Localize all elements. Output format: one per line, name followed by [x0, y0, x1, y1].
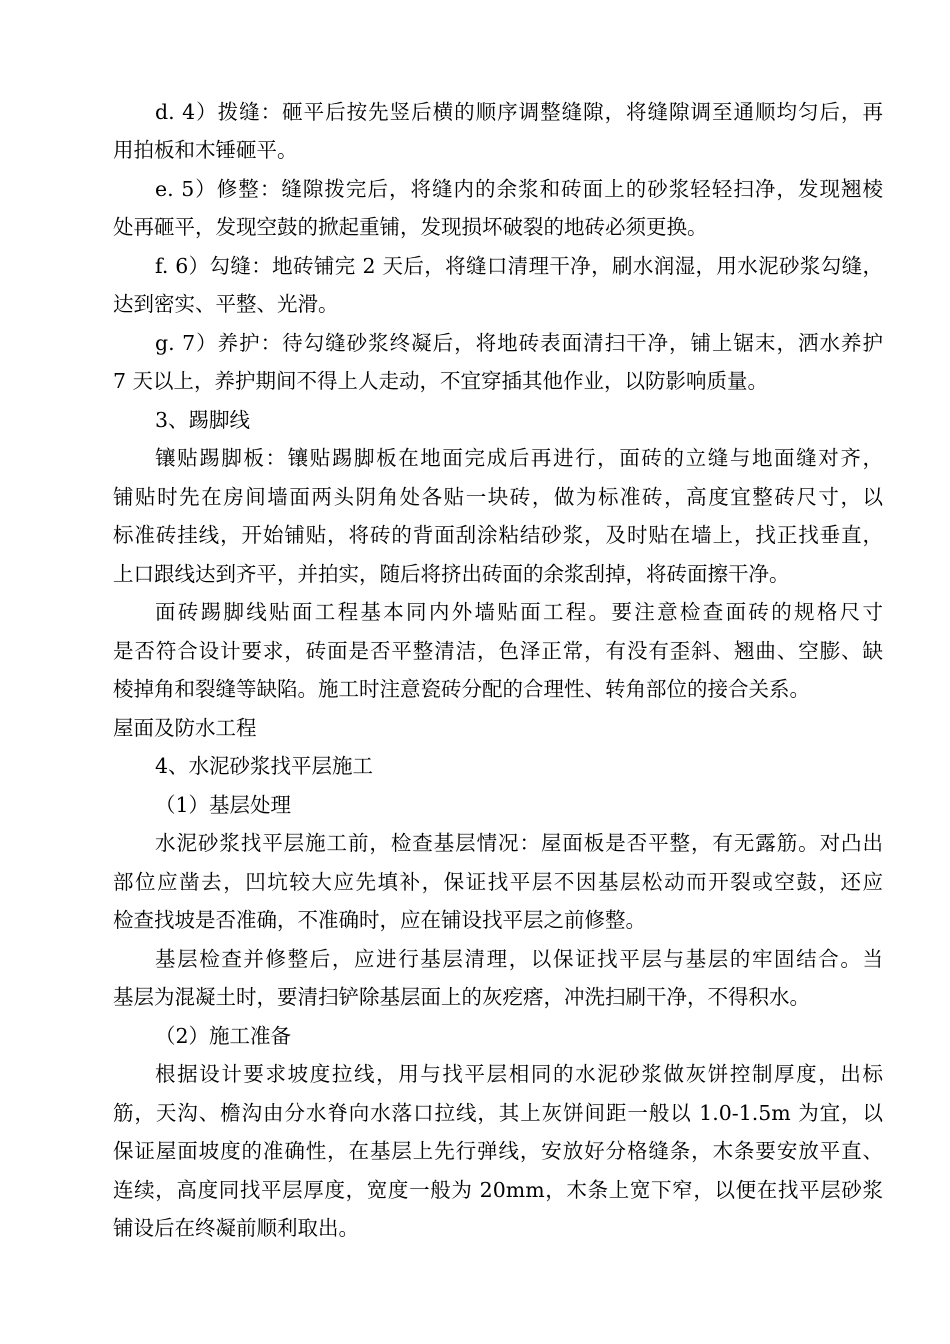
- text-line: 铺设后在终凝前顺利取出。: [113, 1216, 359, 1240]
- text-line: d. 4）拨缝：砸平后按先竖后横的顺序调整缝隙，将缝隙调至通顺均匀后，再: [155, 100, 883, 124]
- text-line: 根据设计要求坡度拉线，用与找平层相同的水泥砂浆做灰饼控制厚度，出标: [155, 1062, 883, 1086]
- text-line: 屋面及防水工程: [113, 716, 257, 740]
- text-line: 基层为混凝土时，要清扫铲除基层面上的灰疙瘩，冲洗扫刷干净，不得积水。: [113, 985, 810, 1009]
- text-line: 检查找坡是否准确，不准确时，应在铺设找平层之前修整。: [113, 908, 646, 932]
- text-line: 镶贴踢脚板：镶贴踢脚板在地面完成后再进行，面砖的立缝与地面缝对齐，: [155, 446, 883, 470]
- text-line: 棱掉角和裂缝等缺陷。施工时注意瓷砖分配的合理性、转角部位的接合关系。: [113, 677, 810, 701]
- text-line: 上口跟线达到齐平，并拍实，随后将挤出砖面的余浆刮掉，将砖面擦干净。: [113, 562, 790, 586]
- text-line: 标准砖挂线，开始铺贴，将砖的背面刮涂粘结砂浆，及时贴在墙上，找正找垂直，: [113, 523, 883, 547]
- text-line: 4、水泥砂浆找平层施工: [155, 754, 374, 778]
- text-line: 3、踢脚线: [155, 408, 251, 432]
- text-line: 基层检查并修整后，应进行基层清理，以保证找平层与基层的牢固结合。当: [155, 947, 883, 971]
- text-line: 处再砸平，发现空鼓的掀起重铺，发现损坏破裂的地砖必须更换。: [113, 215, 708, 239]
- text-line: f. 6）勾缝：地砖铺完 2 天后，将缝口清理干净，刷水润湿，用水泥砂浆勾缝，: [155, 254, 883, 278]
- text-line: 是否符合设计要求，砖面是否平整清洁，色泽正常，有没有歪斜、翘曲、空膨、缺: [113, 639, 883, 663]
- text-line: e. 5）修整：缝隙拨完后，将缝内的余浆和砖面上的砂浆轻轻扫净，发现翘棱: [155, 177, 883, 201]
- text-line: （2）施工准备: [155, 1024, 292, 1048]
- text-line: （1）基层处理: [155, 793, 292, 817]
- text-line: g. 7）养护：待勾缝砂浆终凝后，将地砖表面清扫干净，铺上锯末，洒水养护: [155, 331, 883, 355]
- text-line: 保证屋面坡度的准确性，在基层上先行弹线，安放好分格缝条，木条要安放平直、: [113, 1139, 883, 1163]
- text-line: 筋，天沟、檐沟由分水脊向水落口拉线，其上灰饼间距一般以 1.0-1.5m 为宜，以: [113, 1101, 883, 1125]
- text-line: 用拍板和木锤砸平。: [113, 138, 298, 162]
- text-line: 达到密实、平整、光滑。: [113, 292, 339, 316]
- text-line: 水泥砂浆找平层施工前，检查基层情况：屋面板是否平整，有无露筋。对凸出: [155, 831, 883, 855]
- text-line: 部位应凿去，凹坑较大应先填补，保证找平层不因基层松动而开裂或空鼓，还应: [113, 870, 883, 894]
- text-line: 7 天以上，养护期间不得上人走动，不宜穿插其他作业，以防影响质量。: [113, 369, 769, 393]
- text-line: 连续，高度同找平层厚度，宽度一般为 20mm，木条上宽下窄，以便在找平层砂浆: [113, 1178, 883, 1202]
- text-line: 铺贴时先在房间墙面两头阴角处各贴一块砖，做为标准砖，高度宜整砖尺寸，以: [113, 485, 883, 509]
- text-line: 面砖踢脚线贴面工程基本同内外墙贴面工程。要注意检查面砖的规格尺寸: [155, 600, 883, 624]
